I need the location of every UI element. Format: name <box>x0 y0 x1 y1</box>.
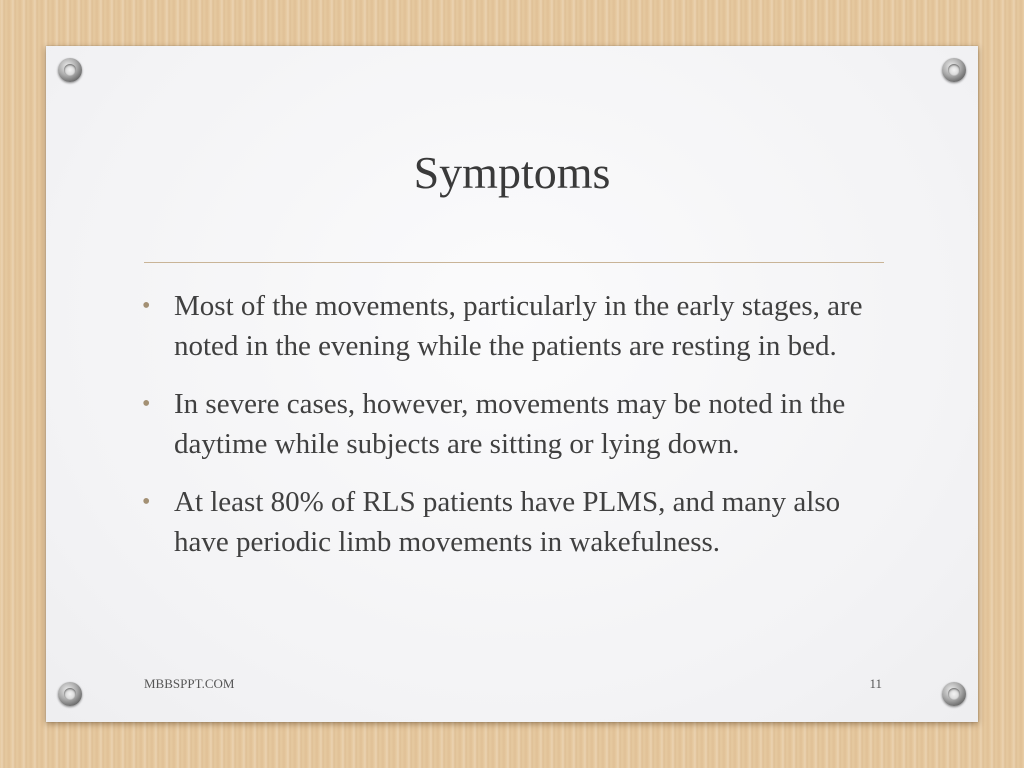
title-divider <box>144 262 884 263</box>
bullet-icon: • <box>142 293 151 319</box>
bullet-text: In severe cases, however, movements may be noted in the daytime while subjects are sitting or lying down. <box>174 388 846 460</box>
bullet-text: At least 80% of RLS patients have PLMS, and many also have periodic limb movements in wakefulness. <box>174 486 841 558</box>
footer-text: MBBSPPT.COM <box>144 676 235 691</box>
grommet-icon <box>942 682 966 706</box>
bullet-text: Most of the movements, particularly in the early stages, are noted in the evening while the patients are resting in bed. <box>174 290 863 362</box>
list-item <box>140 482 882 562</box>
grommet-icon <box>58 58 82 82</box>
grommet-icon <box>942 58 966 82</box>
bullet-icon: • <box>142 489 151 515</box>
slide-number: 11 <box>869 676 882 691</box>
list-item <box>140 384 882 464</box>
list-item <box>140 286 882 366</box>
grommet-icon <box>58 682 82 706</box>
slide-title: Symptoms <box>413 147 611 198</box>
bullet-icon: • <box>142 391 151 417</box>
bullet-list <box>140 286 882 580</box>
